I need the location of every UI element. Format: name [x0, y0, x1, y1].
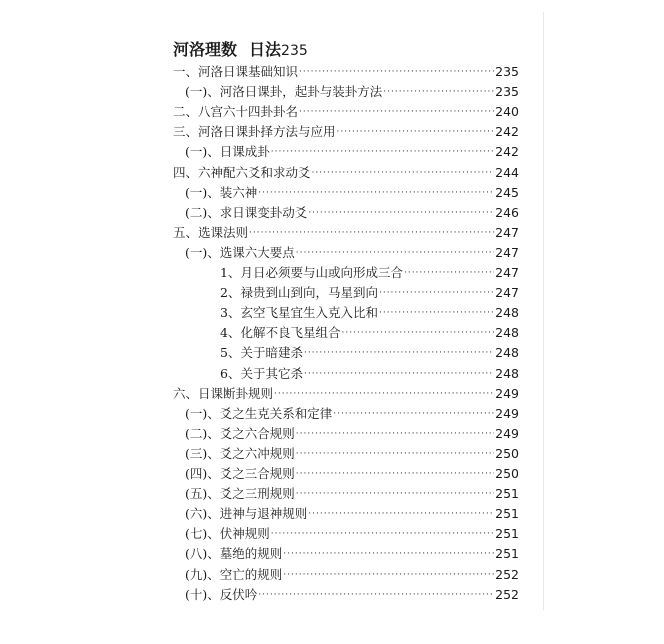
toc-leader-dots — [341, 323, 494, 343]
toc-entry-label: (七)、伏神规则 — [185, 526, 270, 541]
page-edge-divider — [543, 12, 544, 610]
toc-entry-page-number: 249 — [495, 406, 519, 421]
toc-entry-page-number: 250 — [495, 466, 519, 481]
toc-entry[interactable] — [220, 343, 519, 363]
toc-entry[interactable] — [173, 163, 519, 183]
title-page-number: 235 — [281, 43, 308, 59]
toc-entry-label: 三、河洛日课卦择方法与应用 — [173, 124, 336, 139]
toc-entry-page-number: 242 — [495, 124, 519, 139]
toc-entry-label: (五)、爻之三刑规则 — [185, 486, 295, 501]
toc-entry[interactable] — [185, 424, 519, 444]
toc-entry[interactable] — [173, 223, 519, 243]
toc-entry-label: (一)、河洛日课卦，起卦与装卦方法 — [185, 84, 383, 99]
toc-leader-dots — [271, 142, 494, 162]
toc-entry[interactable] — [185, 82, 519, 102]
toc-leader-dots — [258, 585, 494, 605]
toc-entry-label: 二、八宫六十四卦卦名 — [173, 104, 299, 119]
toc-entry[interactable] — [220, 303, 519, 323]
toc-entry-label: 一、河洛日课基础知识 — [173, 64, 299, 79]
toc-entry-label: 1、月日必须要与山或向形成三合 — [220, 265, 403, 280]
toc-entry[interactable] — [173, 122, 519, 142]
toc-entry[interactable] — [220, 263, 519, 283]
toc-entry[interactable] — [220, 323, 519, 343]
toc-entry-label: (三)、爻之六冲规则 — [185, 446, 295, 461]
toc-entry-page-number: 240 — [495, 104, 519, 119]
toc-entry-label: (八)、墓绝的规则 — [185, 546, 283, 561]
toc-entry-label: 3、玄空飞星宜生入克入比和 — [220, 305, 378, 320]
toc-entry-label: 五、选课法则 — [173, 225, 249, 240]
toc-leader-dots — [379, 283, 494, 303]
toc-entry-page-number: 242 — [495, 144, 519, 159]
toc-entry-label: 六、日课断卦规则 — [173, 386, 274, 401]
toc-entry-label: 6、关于其它杀 — [220, 366, 303, 381]
toc-leader-dots — [308, 203, 494, 223]
toc-entry-page-number: 247 — [495, 285, 519, 300]
toc-entry[interactable] — [185, 183, 519, 203]
toc-entry[interactable] — [173, 102, 519, 122]
toc-leader-dots — [304, 343, 494, 363]
toc-leader-dots — [404, 263, 494, 283]
toc-entry-label: (六)、进神与退神规则 — [185, 506, 308, 521]
toc-leader-dots — [296, 464, 494, 484]
toc-entry-label: (二)、爻之六合规则 — [185, 426, 295, 441]
toc-entry-page-number: 247 — [495, 225, 519, 240]
toc-entry[interactable] — [173, 384, 519, 404]
toc-leader-dots — [258, 183, 494, 203]
toc-entry-page-number: 251 — [495, 526, 519, 541]
toc-leader-dots — [296, 424, 494, 444]
toc-entry-page-number: 248 — [495, 345, 519, 360]
toc-leader-dots — [296, 243, 494, 263]
toc-leader-dots — [283, 544, 494, 564]
toc-entry-label: (一)、选课六大要点 — [185, 245, 295, 260]
toc-entry[interactable] — [185, 565, 519, 585]
toc-entry[interactable] — [185, 484, 519, 504]
toc-entry-label: 四、六神配六爻和求动爻 — [173, 165, 311, 180]
toc-entry-page-number: 251 — [495, 506, 519, 521]
toc-entry[interactable] — [185, 404, 519, 424]
toc-entry-page-number: 247 — [495, 265, 519, 280]
title-tail-text: 日法 — [249, 40, 282, 59]
toc-entry[interactable] — [185, 444, 519, 464]
toc-entry-label: (九)、空亡的规则 — [185, 567, 283, 582]
page-title — [173, 37, 308, 60]
toc-entry[interactable] — [185, 142, 519, 162]
toc-entry-page-number: 235 — [495, 84, 519, 99]
toc-leader-dots — [304, 364, 494, 384]
toc-entry[interactable] — [185, 504, 519, 524]
toc-entry[interactable] — [185, 243, 519, 263]
toc-entry[interactable] — [185, 585, 519, 605]
toc-entry[interactable] — [185, 464, 519, 484]
toc-entry-label: 2、禄贵到山到向，马星到向 — [220, 285, 378, 300]
toc-entry-label: (一)、装六神 — [185, 185, 258, 200]
toc-entry[interactable] — [220, 283, 519, 303]
toc-entry-page-number: 247 — [495, 245, 519, 260]
toc-entry[interactable] — [185, 524, 519, 544]
toc-entry-label: (十)、反伏吟 — [185, 587, 258, 602]
toc-entry[interactable] — [185, 544, 519, 564]
toc-entry-label: 4、化解不良飞星组合 — [220, 325, 341, 340]
toc-entry[interactable] — [220, 364, 519, 384]
toc-leader-dots — [296, 484, 494, 504]
title-text: 河洛理数 — [173, 40, 238, 59]
toc-entry-page-number: 248 — [495, 325, 519, 340]
toc-entry-page-number: 249 — [495, 386, 519, 401]
toc-entry-page-number: 249 — [495, 426, 519, 441]
toc-leader-dots — [312, 163, 495, 183]
toc-leader-dots — [296, 444, 494, 464]
toc-leader-dots — [383, 82, 494, 102]
toc-entry-page-number: 248 — [495, 366, 519, 381]
toc-entry-label: (四)、爻之三合规则 — [185, 466, 295, 481]
toc-entry-page-number: 250 — [495, 446, 519, 461]
toc-entry-page-number: 252 — [495, 587, 519, 602]
toc-entry-page-number: 245 — [495, 185, 519, 200]
toc-leader-dots — [337, 122, 495, 142]
toc-entry-page-number: 248 — [495, 305, 519, 320]
toc-entry-page-number: 235 — [495, 64, 519, 79]
toc-entry[interactable] — [173, 62, 519, 82]
toc-leader-dots — [333, 404, 494, 424]
toc-entry[interactable] — [185, 203, 519, 223]
toc-leader-dots — [299, 62, 494, 82]
toc-entry-page-number: 244 — [495, 165, 519, 180]
toc-leader-dots — [379, 303, 494, 323]
toc-entry-label: (二)、求日课变卦动爻 — [185, 205, 308, 220]
toc-entry-page-number: 251 — [495, 486, 519, 501]
toc-leader-dots — [299, 102, 494, 122]
toc-entry-label: 5、关于暗建杀 — [220, 345, 303, 360]
toc-entry-label: (一)、爻之生克关系和定律 — [185, 406, 333, 421]
toc-entry-page-number: 252 — [495, 567, 519, 582]
toc-entry-page-number: 251 — [495, 546, 519, 561]
toc-leader-dots — [271, 524, 494, 544]
toc-entry-label: (一)、日课成卦 — [185, 144, 270, 159]
toc-leader-dots — [274, 384, 494, 404]
toc-entry-page-number: 246 — [495, 205, 519, 220]
toc-leader-dots — [249, 223, 494, 243]
toc-leader-dots — [308, 504, 494, 524]
toc-leader-dots — [283, 565, 494, 585]
